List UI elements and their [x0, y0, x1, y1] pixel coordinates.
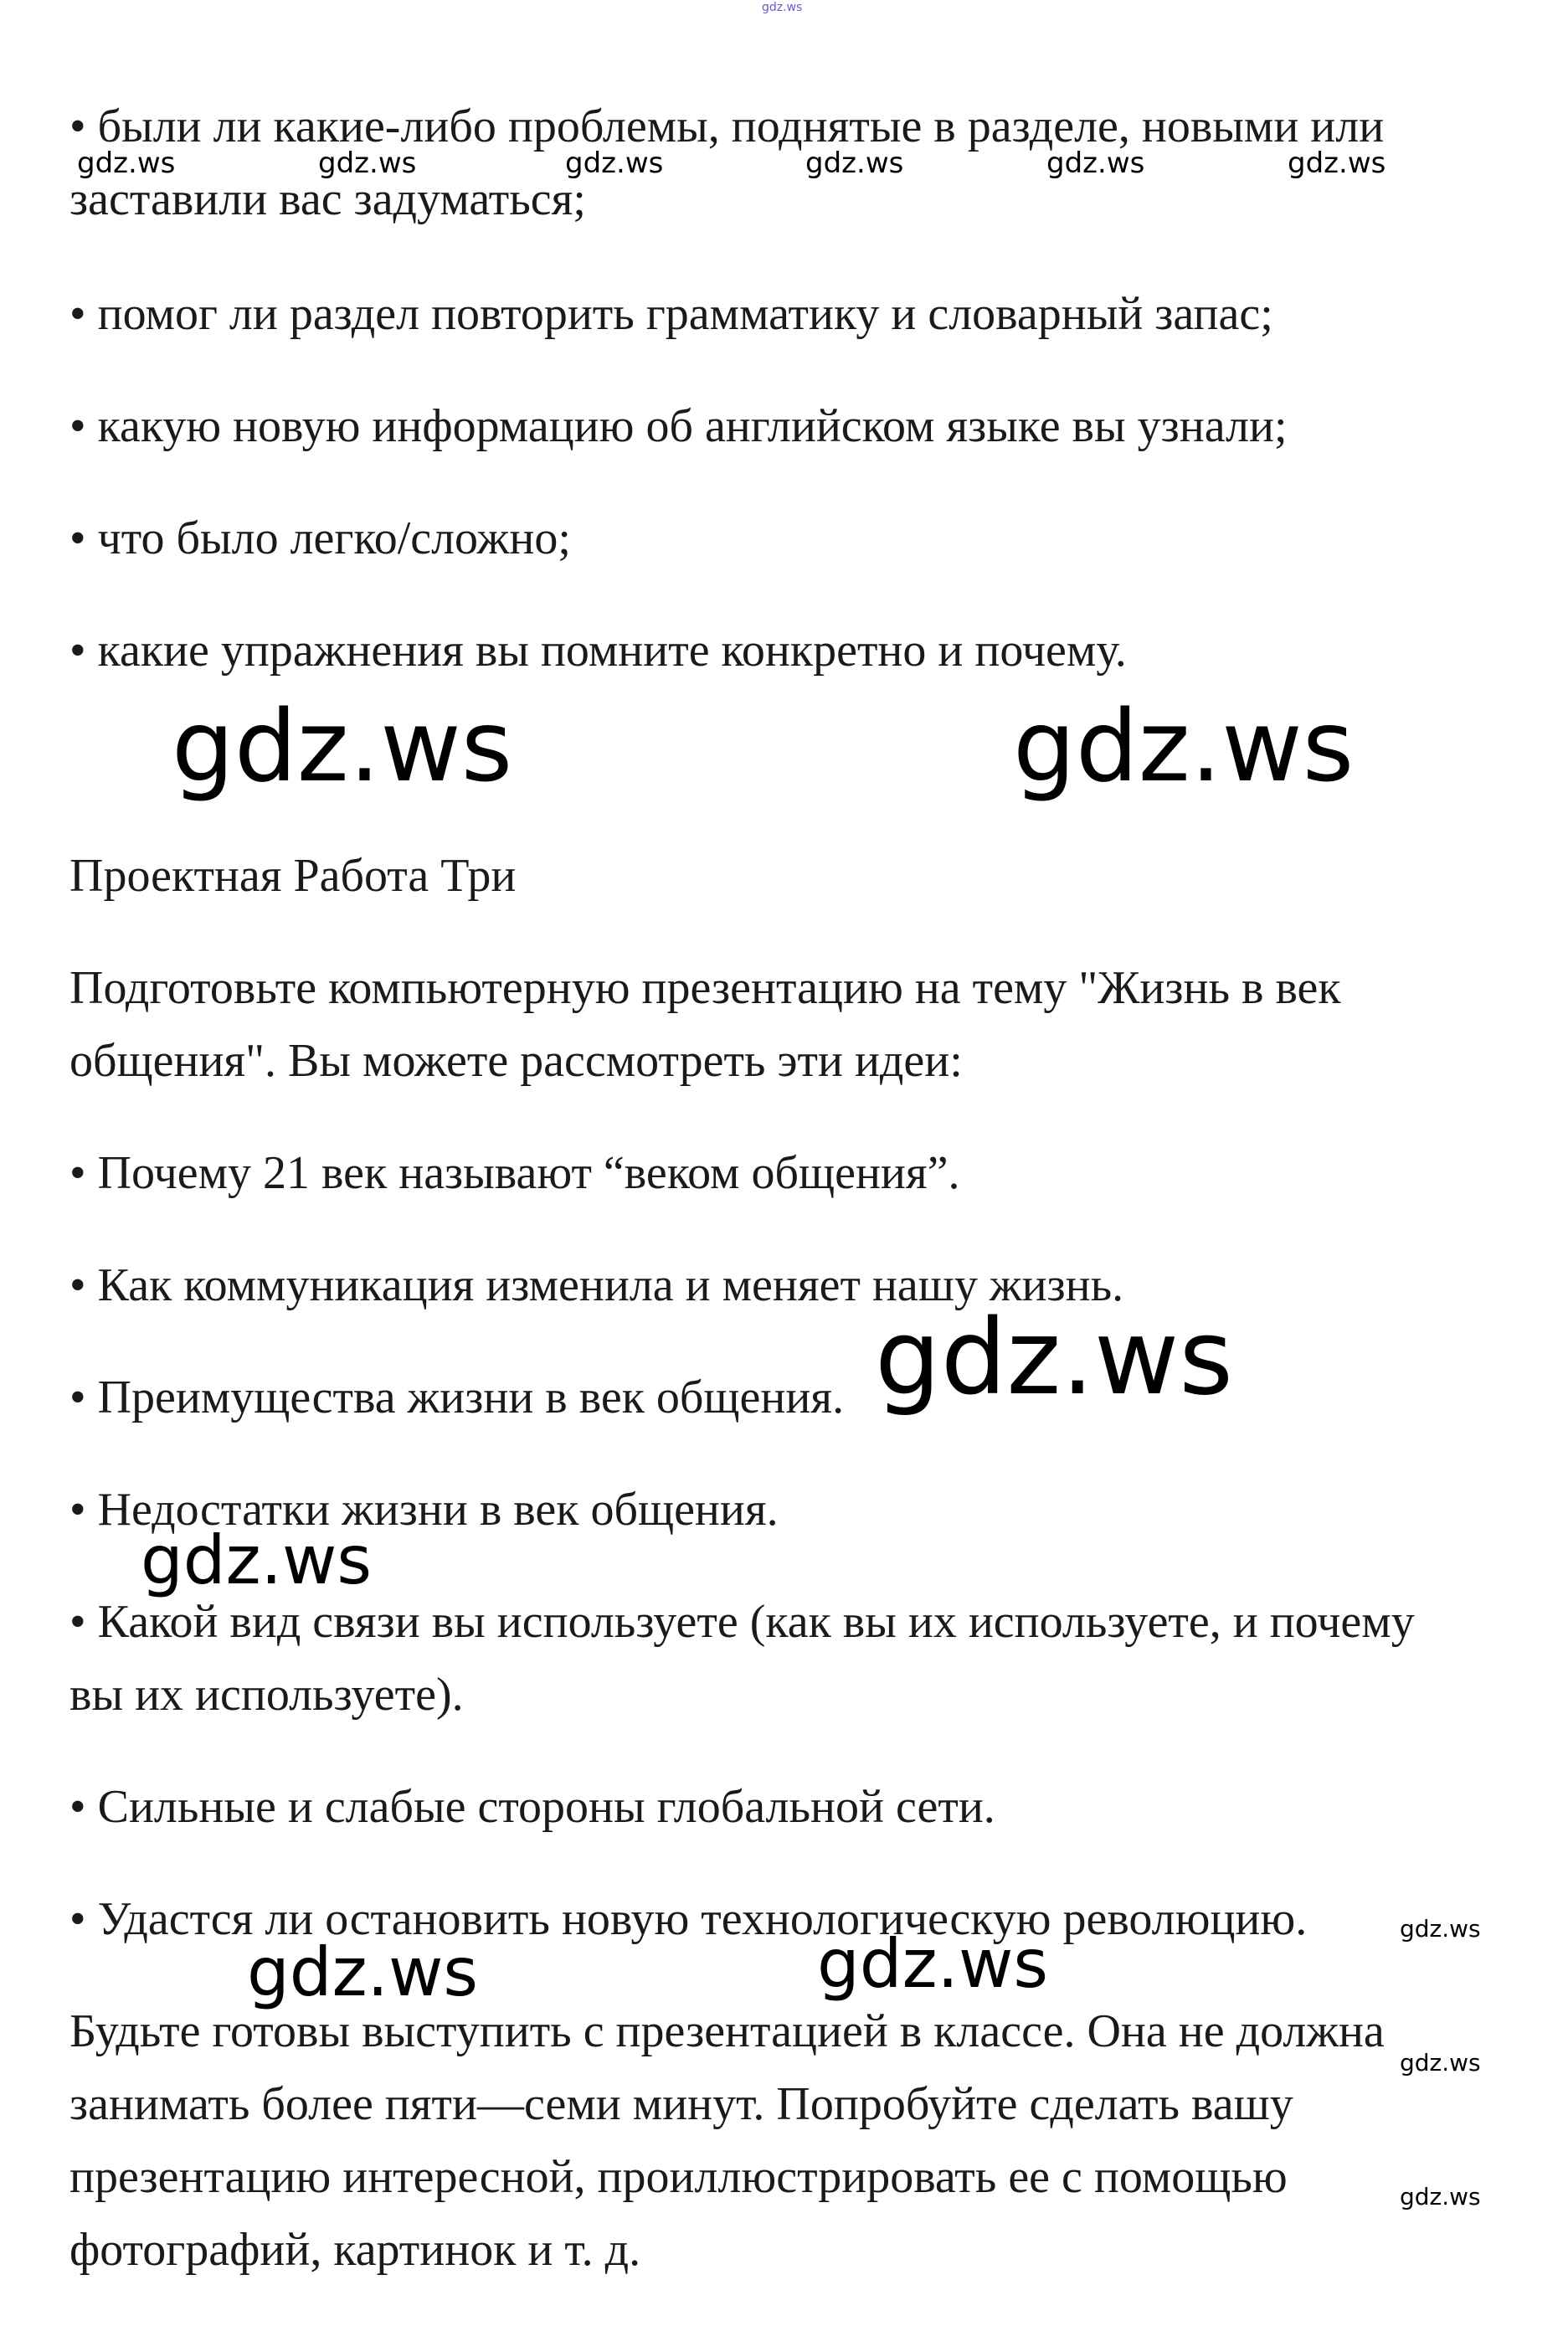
- idea-item-5-line-1: • Какой вид связи вы используете (как вы их используете, и почему: [69, 1596, 1415, 1648]
- watermark-row: gdz.ws: [805, 147, 904, 180]
- watermark-large: gdz.ws: [1013, 688, 1355, 804]
- outro-line-4: фотографий, картинок и т. д.: [69, 2224, 641, 2276]
- outro-line-1: Будьте готовы выступить с презентацией в классе. Она не должна: [69, 2005, 1385, 2057]
- reflection-item-1-line-2: заставили вас задуматься;: [69, 173, 586, 225]
- section-heading: Проектная Работа Три: [69, 850, 517, 902]
- intro-line-1: Подготовьте компьютерную презентацию на тему "Жизнь в век: [69, 962, 1341, 1014]
- outro-line-3: презентацию интересной, проиллюстрировать ее с помощью: [69, 2151, 1288, 2203]
- reflection-item-3: • какую новую информацию об английском языке вы узнали;: [69, 400, 1288, 452]
- watermark-side: gdz.ws: [1400, 2183, 1481, 2210]
- idea-item-2: • Как коммуникация изменила и меняет нашу жизнь.: [69, 1259, 1124, 1311]
- watermark-top: gdz.ws: [762, 1, 803, 14]
- reflection-item-5: • какие упражнения вы помните конкретно и почему.: [69, 625, 1127, 677]
- watermark-medium: gdz.ws: [817, 1925, 1049, 2003]
- watermark-large: gdz.ws: [875, 1298, 1233, 1418]
- watermark-medium: gdz.ws: [141, 1521, 373, 1599]
- idea-item-3: • Преимущества жизни в век общения.: [69, 1372, 845, 1423]
- watermark-row: gdz.ws: [1046, 147, 1145, 180]
- watermark-row: gdz.ws: [318, 147, 417, 180]
- idea-item-4: • Недостатки жизни в век общения.: [69, 1484, 779, 1536]
- watermark-side: gdz.ws: [1400, 2049, 1481, 2077]
- watermark-medium: gdz.ws: [247, 1933, 479, 2011]
- watermark-side: gdz.ws: [1400, 1915, 1481, 1943]
- watermark-large: gdz.ws: [172, 688, 513, 804]
- outro-line-2: занимать более пяти—семи минут. Попробуйте сделать вашу: [69, 2078, 1293, 2130]
- reflection-item-2: • помог ли раздел повторить грамматику и словарный запас;: [69, 288, 1273, 340]
- idea-item-1: • Почему 21 век называют “веком общения”.: [69, 1147, 960, 1199]
- intro-line-2: общения". Вы можете рассмотреть эти идеи:: [69, 1035, 963, 1087]
- idea-item-5-line-2: вы их используете).: [69, 1669, 464, 1721]
- idea-item-7: • Удастся ли остановить новую технологическую революцию.: [69, 1893, 1308, 1945]
- reflection-item-4: • что было легко/сложно;: [69, 512, 571, 564]
- watermark-row: gdz.ws: [1288, 147, 1386, 180]
- idea-item-6: • Сильные и слабые стороны глобальной сети.: [69, 1781, 995, 1833]
- watermark-row: gdz.ws: [565, 147, 664, 180]
- reflection-item-1-line-1: • были ли какие-либо проблемы, поднятые в разделе, новыми или: [69, 100, 1385, 152]
- watermark-row: gdz.ws: [77, 147, 176, 180]
